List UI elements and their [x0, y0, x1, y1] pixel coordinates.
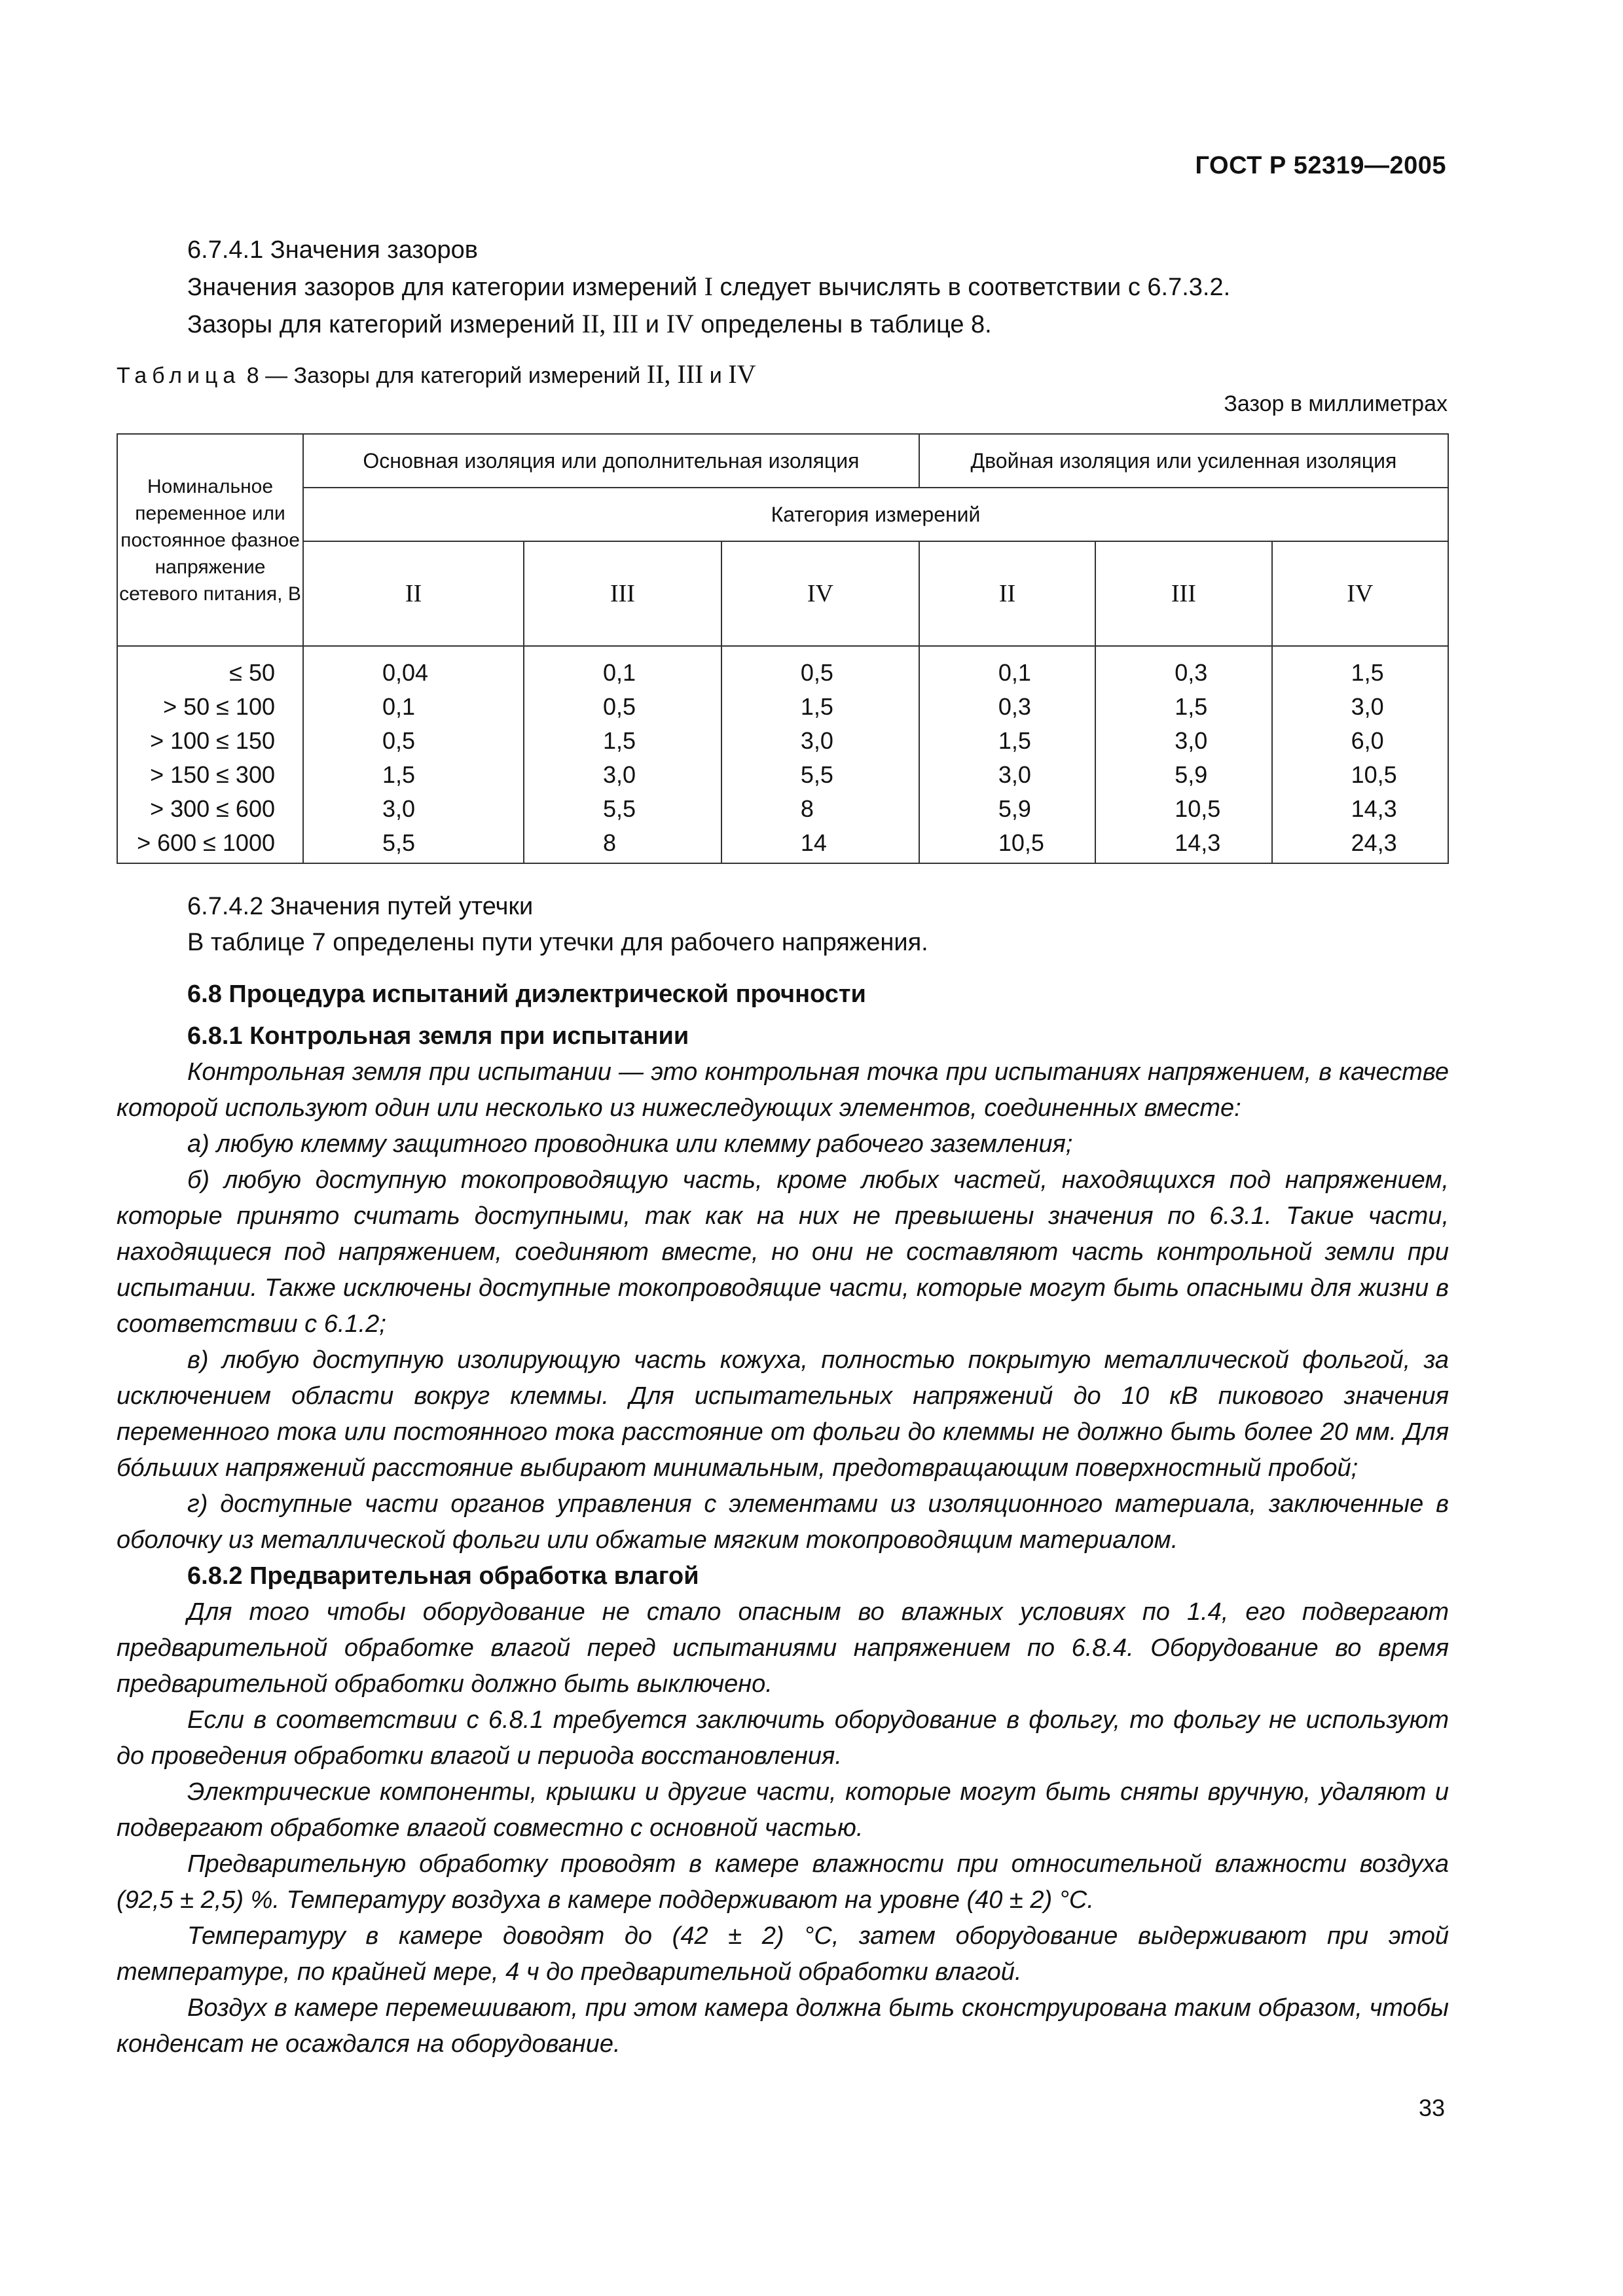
caption-text: и	[703, 363, 729, 388]
section-6-7-4-1	[117, 232, 1449, 343]
table-cell: 3,0	[1095, 724, 1271, 758]
category-cell: IV	[1272, 541, 1448, 646]
table-cell: 0,1	[303, 690, 524, 724]
table-cell: 5,5	[721, 758, 919, 792]
table-row	[117, 792, 1448, 826]
table-cell: 5,5	[303, 826, 524, 863]
table-cell: 5,9	[919, 792, 1095, 826]
table-cell: 3,0	[524, 758, 721, 792]
table-cell: 0,3	[919, 690, 1095, 724]
section-6-7-4-2	[117, 889, 1449, 961]
table-cell: 5,5	[524, 792, 721, 826]
table-cell: 0,3	[1095, 646, 1271, 690]
table-cell: 5,9	[1095, 758, 1271, 792]
paragraph: Электрические компоненты, крышки и другие части, которые могут быть сняты вручную, удаляют и подвергают обработке влагой совместно с основной частью.	[117, 1778, 1449, 1842]
table-cell: 8	[524, 826, 721, 863]
list-item: б) любую доступную токопроводящую часть, кроме любых частей, находящихся под напряжением, которые принято считать доступными, так как на них не превышены значения по 6.3.1. Такие части, находящиеся под напряжением, соединяют вместе, но они не составляют часть контрольной земли при испытании. Также исключены доступные токопроводящие части, которые могут быть опасными для жизни в соответствии с 6.1.2;	[117, 1166, 1449, 1338]
section-6-8	[117, 977, 1449, 2062]
subsection-heading: 6.8.2 Предварительная обработка влагой	[187, 1562, 699, 1590]
table-cell: 14	[721, 826, 919, 863]
clearance-table	[117, 433, 1449, 864]
list-item: а) любую клемму защитного проводника или клемму рабочего заземления;	[187, 1130, 1073, 1158]
voltage-limit: > 100 ≤ 150	[117, 724, 303, 758]
table-cell: 1,5	[1272, 646, 1448, 690]
section-heading: 6.8 Процедура испытаний диэлектрической прочности	[187, 980, 866, 1008]
text: и	[638, 311, 666, 338]
roman-numeral: IV	[728, 359, 756, 389]
table-cell: 1,5	[303, 758, 524, 792]
category-header: Категория измерений	[303, 488, 1448, 541]
table-units: Зазор в миллиметрах	[1224, 391, 1448, 416]
roman-numeral: I	[704, 272, 713, 301]
page-number: 33	[1418, 2094, 1445, 2121]
table-row	[117, 826, 1448, 863]
table-cell: 10,5	[919, 826, 1095, 863]
category-cell: II	[919, 541, 1095, 646]
section-title: 6.7.4.1 Значения зазоров	[187, 236, 478, 264]
list-item: г) доступные части органов управления с элементами из изоляционного материала, заключенные в оболочку из металлической фольги или обжатые мягким токопроводящим материалом.	[117, 1490, 1449, 1554]
basic-insulation-header: Основная изоляция или дополнительная изоляция	[303, 434, 919, 488]
paragraph: Для того чтобы оборудование не стало опасным во влажных условиях по 1.4, его подвергают предварительной обработке влагой перед испытаниями напряжением по 6.8.4. Оборудование во время предварительной обработки должно быть выключено.	[117, 1598, 1449, 1698]
category-cell: II	[303, 541, 524, 646]
paragraph	[117, 306, 1449, 343]
table-cell: 3,0	[721, 724, 919, 758]
table-cell: 0,1	[919, 646, 1095, 690]
paragraph: Температуру в камере доводят до (42 ± 2) °С, затем оборудование выдерживают при этой температуре, по крайней мере, 4 ч до предварительной обработки влагой.	[117, 1922, 1449, 1986]
list-item: в) любую доступную изолирующую часть кожуха, полностью покрытую металлической фольгой, за исключением области вокруг клеммы. Для испытательных напряжений до 10 кВ пикового значения переменного тока или постоянного тока расстояние от фольги до клеммы не должно быть более 20 мм. Для бóльших напряжений расстояние выбирают минимальным, предотвращающим поверхностный пробой;	[117, 1346, 1449, 1482]
category-cell: III	[1095, 541, 1271, 646]
subsection-heading: 6.8.1 Контрольная земля при испытании	[187, 1022, 689, 1050]
table-cell: 10,5	[1272, 758, 1448, 792]
table-row	[117, 724, 1448, 758]
roman-numeral: IV	[666, 309, 694, 338]
text: определены в таблице 8.	[693, 311, 992, 338]
category-cell: III	[524, 541, 721, 646]
table-cell: 10,5	[1095, 792, 1271, 826]
roman-numeral: II, III	[581, 309, 639, 338]
text: Зазоры для категорий измерений	[187, 311, 582, 338]
voltage-limit: > 150 ≤ 300	[117, 758, 303, 792]
table-cell: 3,0	[919, 758, 1095, 792]
table-cell: 14,3	[1272, 792, 1448, 826]
table-cell: 3,0	[1272, 690, 1448, 724]
table-row	[117, 758, 1448, 792]
table-cell: 0,1	[524, 646, 721, 690]
category-cell: IV	[721, 541, 919, 646]
table-cell: 6,0	[1272, 724, 1448, 758]
table-cell: 3,0	[303, 792, 524, 826]
table-row	[117, 690, 1448, 724]
table-cell: 0,04	[303, 646, 524, 690]
paragraph: Контрольная земля при испытании — это контрольная точка при испытаниях напряжением, в качестве которой используют один или несколько из нижеследующих элементов, соединенных вместе:	[117, 1058, 1449, 1122]
table-cell: 24,3	[1272, 826, 1448, 863]
table-cell: 1,5	[919, 724, 1095, 758]
caption-label: Таблица	[117, 363, 241, 388]
paragraph: Предварительную обработку проводят в камере влажности при относительной влажности воздуха (92,5 ± 2,5) %. Температуру воздуха в камере поддерживают на уровне (40 ± 2) °С.	[117, 1850, 1449, 1914]
voltage-limit: > 50 ≤ 100	[117, 690, 303, 724]
paragraph: Если в соответствии с 6.8.1 требуется заключить оборудование в фольгу, то фольгу не используют до проведения обработки влагой и периода восстановления.	[117, 1706, 1449, 1770]
double-insulation-header: Двойная изоляция или усиленная изоляция	[919, 434, 1448, 488]
document-code-header: ГОСТ Р 52319—2005	[1195, 152, 1446, 179]
table-cell: 1,5	[1095, 690, 1271, 724]
voltage-column-header: Номинальное переменное или постоянное фазное напряжение сетевого питания, В	[117, 434, 303, 646]
caption-text: 8 — Зазоры для категорий измерений	[240, 363, 647, 388]
text: следует вычислять в соответствии с 6.7.3.2.	[712, 274, 1231, 301]
text: Значения зазоров для категории измерений	[187, 274, 704, 301]
roman-numeral: II, III	[646, 359, 704, 389]
table-cell: 1,5	[721, 690, 919, 724]
table-caption	[117, 359, 756, 389]
paragraph: Воздух в камере перемешивают, при этом камера должна быть сконструирована таким образом, чтобы конденсат не осаждался на оборудование.	[117, 1994, 1449, 2058]
table-cell: 14,3	[1095, 826, 1271, 863]
table-cell: 1,5	[524, 724, 721, 758]
table-cell: 0,5	[721, 646, 919, 690]
voltage-limit: ≤ 50	[117, 646, 303, 690]
table-cell: 8	[721, 792, 919, 826]
table-cell: 0,5	[303, 724, 524, 758]
voltage-limit: > 600 ≤ 1000	[117, 826, 303, 863]
table-cell: 0,5	[524, 690, 721, 724]
table-row	[117, 646, 1448, 690]
paragraph: В таблице 7 определены пути утечки для рабочего напряжения.	[187, 929, 928, 956]
paragraph	[117, 268, 1449, 306]
section-title: 6.7.4.2 Значения путей утечки	[187, 893, 534, 920]
voltage-limit: > 300 ≤ 600	[117, 792, 303, 826]
